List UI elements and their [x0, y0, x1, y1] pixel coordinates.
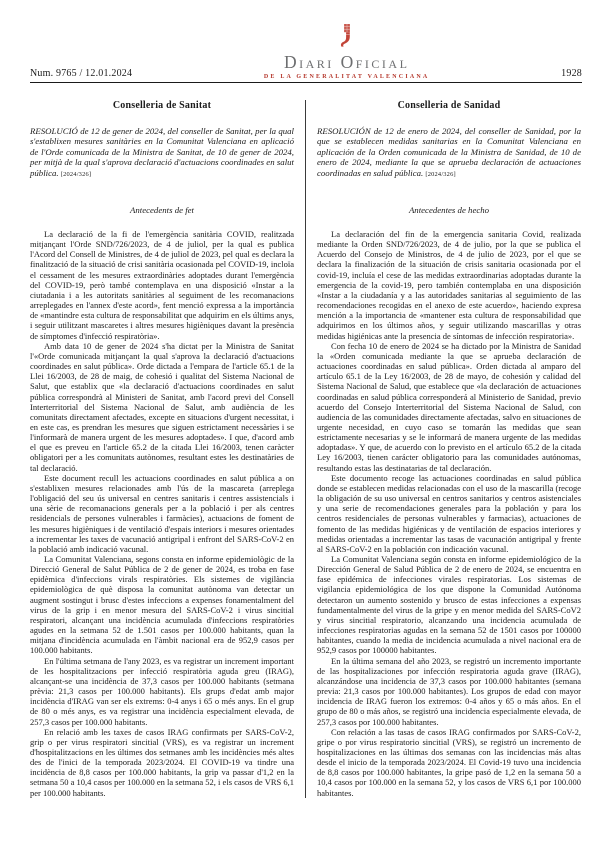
paragraph-es-4: La Comunitat Valenciana según consta en informe epidemiológico de la Dirección General de Salud Pública de 2 de enero de 2024, se encuentra en fase epidémica de infecciones virales respiratorias. Los sistemas de vigilancia epidemiológica de los que dispone la Comunidad Autónoma detectaron un aumento sostenido y brusco de estas infecciones a expensas fundamentalmente del virus de la gripe y en menor medida del SARS-CoV2 y virus sincitial respiratorio, alcanzando una incidencia acumulada de infecciones respiratorias agudas en la semana 52 de 1501 casos por 100000 habitantes, cuando la media de incidencia acumulada a nivel nacional era de 952,9 casos por 100000 habitantes.	[317, 554, 581, 656]
resolution-summary-es	[317, 126, 581, 181]
gazette-logo	[264, 24, 430, 80]
logo-subtitle: DE LA GENERALITAT VALENCIANA	[263, 73, 430, 80]
column-divider	[305, 100, 306, 798]
issue-number: Num. 9765 / 12.01.2024	[30, 67, 133, 79]
page-number: 1928	[561, 67, 582, 79]
paragraph-es-6: Con relación a las tasas de casos IRAG confirmados por SARS-CoV-2, gripe o por virus respiratorio sincitial (VRS), se registró un incremento de hospitalizaciones en las últimas dos semanas con las incidencias más altas desde el inicio de la temporada 2023/2024. El Covid-19 tuvo una incidencia de 8,8 casos por 100.000 habitantes, la gripe pasó de 1,2 en la semana 50 a 10,4 casos por 100.000 en la semana 52, y los casos de VRS 6,1 por 100.000 habitantes.	[317, 726, 581, 798]
paragraph-va-5: En l'última setmana de l'any 2023, es va registrar un increment important de les hospitalitzacions per infecció respiratòria aguda greu (IRAG), alcançant-se una incidència de 37,3 casos per 100.000 habitants (setmana prèvia: 21,3 casos per 100.000 habitants). Els grups d'edat amb major incidència d'IRAG van ser els extrems: 0-4 anys i 65 o més anys. En el grup de 80 o més anys, es va registrar una incidència especialment elevada, de 257,3 casos per 100.000 habitants.	[30, 655, 294, 727]
column-valencian	[30, 100, 294, 798]
department-heading-es: Conselleria de Sanidad	[397, 99, 501, 111]
resolution-summary-text-es: RESOLUCIÓN de 12 de enero de 2024, del conseller de Sanidad, por la que se establecen medidas sanitarias en la Comunitat Valenciana en aplicación de la Orden comunicada de la Ministra de Sanidad, de 10 de enero de 2024, mediante la que se aprueba declaración de actuaciones coordinadas en salud pública.	[317, 125, 581, 178]
paragraph-es-2: Con fecha 10 de enero de 2024 se ha dictado por la Ministra de Sanidad la «Orden comunicada mediante la que se aprueba declaración de actuaciones coordinadas en salud pública». Orden dictada al amparo del artículo 65.1 de la Ley 16/2003, de 28 de mayo, de cohesión y calidad del Sistema Nacional de Salud, que establece que «la declaración de actuaciones coordinadas en salud pública corresponderá al Ministerio de Sanidad, previo acuerdo del Consejo Interterritorial del Sistema Nacional de Salud, con audiencia de las comunidades directamente afectadas, salvo en situaciones de urgente necesidad, en cuyo caso se tomarán las medidas que sean estrictamente necesarias y se le informará de manera urgente de las medidas adoptadas». Y que, de acuerdo con lo previsto en el artículo 65.2 de la citada Ley 16/2003, tienen carácter obligatorio para las comunidades autónomas, resultando estas las destinatarias de tal declaración.	[317, 340, 581, 473]
logo-title: Diari Oficial	[283, 52, 410, 72]
column-spanish	[317, 100, 581, 798]
reference-code-es: [2024/326]	[425, 170, 456, 178]
paragraph-va-1: La declaració de la fi de l'emergència sanitària COVID, realitzada mitjançant l'Orde SND/726/2023, de 4 de juliol, per la qual es publica l'Acord del Consell de Ministres, de 4 de juliol de 2023, pel qual es declara la finalització de la situació de crisi sanitària ocasionada pel COVID-19, incloïa el cessament de les mesures extraordinàries adoptades durant l'emergència del COVID-19, però també contemplava en una disposició «Instar a la ciutadania i a les autoritats sanitàries al seguiment de les recomanacions arreplegades en l'annex d'este acord», fent menció expressa a la importància de «mantindre esta cultura de responsabilitat que adquirim en els últims anys, i seguir utilitzant mascaretes i altres mesures higièniques davant la presència de símptomes d'infecció respiratòria».	[30, 229, 294, 341]
page-header	[30, 0, 582, 83]
resolution-summary-va	[30, 126, 294, 181]
two-column-body	[30, 83, 582, 798]
generalitat-emblem-icon	[340, 24, 353, 51]
reference-code-va: [2024/326]	[60, 170, 92, 178]
paragraph-va-2: Amb data 10 de gener de 2024 s'ha dictat per la Ministra de Sanitat l'«Orde comunicada mitjançant la qual s'aprova la declaració d'actuacions coordinades en salut pública». Orde dictada a l'empara de l'article 65.1 de la Llei 16/2003, de 28 de maig, de cohesió i qualitat del Sistema Nacional de Salut, que establix que «la declaració d'actuacions coordinades en salut pública correspondrà al Ministeri de Sanitat, amb l'acord previ del Consell Interterritorial del Sistema Nacional de Salut, amb audiència de les comunitats directament afectades, excepte en situacions d'urgent necessitat, i en este cas, es prendran les mesures que siguen estrictament necessàries i se l'informarà de manera urgent de les mesures adoptades». I que, d'acord amb el que es preveu en l'article 65.2 de la citada Llei 16/2003, tenen caràcter obligatori per a les comunitats autònomes, resultant estes les destinatàries de tal declaració.	[30, 340, 294, 473]
section-heading-va: Antecedents de fet	[130, 205, 194, 215]
resolution-summary-text-va: RESOLUCIÓ de 12 de gener de 2024, del conseller de Sanitat, per la qual s'establixen mesures sanitàries en la Comunitat Valenciana en aplicació de l'Orde comunicada de la Ministra de Sanitat, de 10 de gener de 2024, per mitjà de la qual s'aprova declaració d'actuacions coordinades en salut pública.	[30, 125, 294, 178]
paragraph-va-3: Este document recull les actuacions coordinades en salut pública a on s'establixen mesures relacionades amb l'ús de la mascareta (arreplega l'obligació del seu ús universal en centres sanitaris i centres assistencials i una sèrie de recomanacions generals per a la població i per als centres residencials de persones vulnerables i farmàcies), actuacions de foment de les mesures higièniques i de ventilació d'espais interiors i mesures orientades a incrementar les taxes de vacunació antigripal i enfront del SARS-CoV-2 en la població amb indicació vacunal.	[30, 472, 294, 554]
paragraph-va-6: En relació amb les taxes de casos IRAG confirmats per SARS-CoV-2, grip o per virus respiratori sincitial (VRS), es va registrar un increment d'hospitalitzacions en les últimes dos setmanes amb les incidències més altes des de l'inici de la temporada 2023/2024. El COVID-19 va tindre una incidència de 8,8 casos per 100.000 habitants, la grip va passar d'1,2 en la setmana 50 a 10,4 casos per 100.000 en la setmana 52, i els casos de VRS 6,1 per 100.000 habitants.	[30, 726, 294, 798]
section-heading-es: Antecedentes de hecho	[408, 205, 490, 215]
paragraph-es-3: Este documento recoge las actuaciones coordinadas en salud pública donde se establecen medidas relacionadas con el uso de la mascarilla (recoge la obligación de su uso universal en centros sanitarios y centros asistenciales y una serie de recomendaciones generales para la población y para los centros residenciales de personas vulnerables y farmacias), actuaciones de fomento de las medidas higiénicas y de ventilación de espacios interiores y medidas orientadas a incrementar las tasas de vacunación antigripal y frente al SARS-CoV-2 en la población con indicación vacunal.	[317, 472, 581, 554]
paragraph-es-5: En la última semana del año 2023, se registró un incremento importante de las hospitalizaciones por infección respiratoria aguda grave (IRAG), alcanzándose una incidencia de 37,3 casos por 100.000 habitantes (semana previa: 21,3 casos por 100.000 habitantes). Los grupos de edad con mayor incidencia de IRAG fueron los extremos: 0-4 años y 65 o más años. En el grupo de 80 o más años, se registró una incidencia especialmente elevada, de 257,3 casos por 100.000 habitantes.	[317, 655, 581, 727]
department-heading-va: Conselleria de Sanitat	[112, 99, 212, 111]
paragraph-es-1: La declaración del fin de la emergencia sanitaria Covid, realizada mediante la Orden SND/726/2023, de 4 de julio, por la que se publica el Acuerdo del Consejo de Ministros, de 4 de julio de 2023, por el que se declara la finalización de la situación de crisis sanitaria ocasionada por el covid-19, incluía el cese de las medidas extraordinarias adoptadas durante la emergencia de la covid-19, pero también contemplaba en una disposición «Instar a la ciudadanía y a las autoridades sanitarias al seguimiento de las recomendaciones recogidas en el anexo de este acuerdo», haciendo expresa mención a la importancia de «mantener esta cultura de responsabilidad que adquirimos en los últimos años, y seguir utilizando mascarillas y otras medidas higiénicas ante la presencia de síntomas de infección respiratoria».	[317, 229, 581, 341]
paragraph-va-4: La Comunitat Valenciana, segons consta en informe epidemiològic de la Direcció General de Salut Pública de 2 de gener de 2024, es troba en fase epidèmica d'infeccions virals respiratòries. Els sistemes de vigilància epidemiològica de què disposa la comunitat autònoma van detectar un augment sostingut i brusc d'estes infeccions a expenses fonamentalment del virus de la grip i en menor mesura del SARS-CoV-2 i virus sincitial respiratori, alcançant una incidència acumulada d'infeccions respiratòries agudes en la setmana 52 de 1.501 casos per 100.000 habitants, quan la mitjana d'incidència acumulada en l'àmbit nacional era de 952,9 casos per 100.000 habitants.	[30, 554, 294, 656]
